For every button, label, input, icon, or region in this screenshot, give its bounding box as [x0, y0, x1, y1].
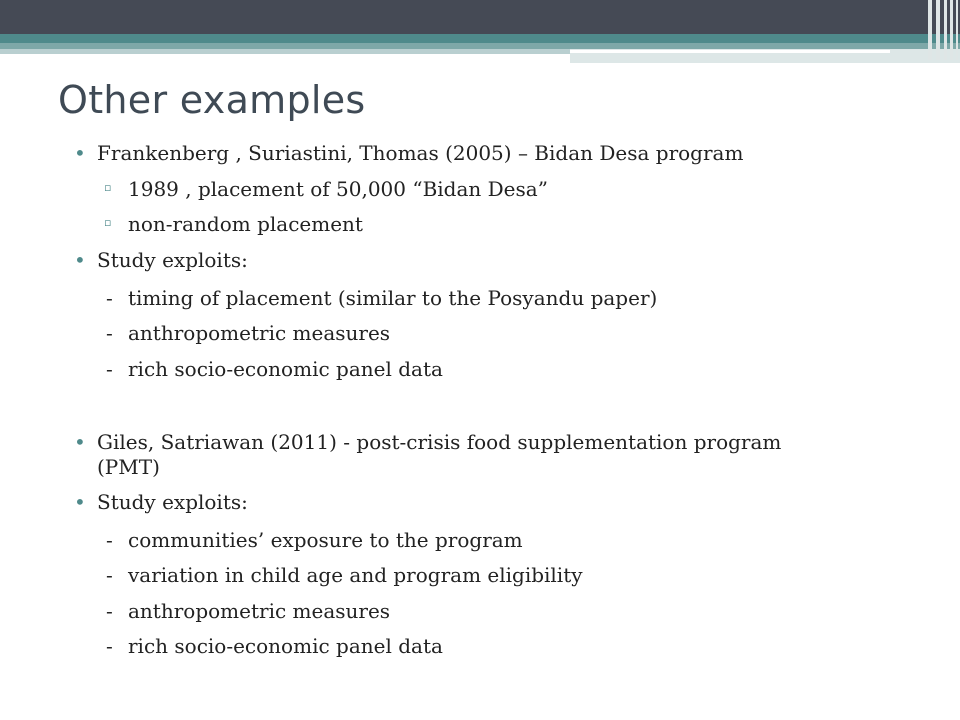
dash-bullet-icon: - — [106, 528, 113, 552]
list-item: Giles, Satriawan (2011) - post-crisis food supplementation program — [97, 430, 782, 454]
list-item: non-random placement — [128, 212, 363, 236]
list-item: rich socio-economic panel data — [128, 634, 443, 658]
dash-bullet-icon: - — [106, 286, 113, 310]
list-item: variation in child age and program eligibility — [128, 563, 583, 587]
list-item: 1989 , placement of 50,000 “Bidan Desa” — [128, 177, 548, 201]
bullet-icon: • — [74, 248, 86, 272]
list-item: anthropometric measures — [128, 321, 391, 345]
list-item: Study exploits: — [97, 490, 248, 514]
bullet-icon: • — [74, 141, 86, 165]
square-bullet-icon: ▫ — [104, 181, 112, 194]
list-item: timing of placement (similar to the Posyandu paper) — [128, 286, 658, 310]
list-item: anthropometric measures — [128, 599, 391, 623]
list-item: rich socio-economic panel data — [128, 357, 443, 381]
square-bullet-icon: ▫ — [104, 216, 112, 229]
dash-bullet-icon: - — [106, 357, 113, 381]
dash-bullet-icon: - — [106, 321, 113, 345]
slide-title: Other examples — [58, 78, 366, 122]
dash-bullet-icon: - — [106, 563, 113, 587]
list-item-continuation: (PMT) — [97, 455, 160, 479]
list-item: Frankenberg , Suriastini, Thomas (2005) – Bidan Desa program — [97, 141, 744, 165]
dash-bullet-icon: - — [106, 599, 113, 623]
bullet-icon: • — [74, 430, 86, 454]
dash-bullet-icon: - — [106, 634, 113, 658]
bullet-icon: • — [74, 490, 86, 514]
list-item: Study exploits: — [97, 248, 248, 272]
list-item: communities’ exposure to the program — [128, 528, 523, 552]
